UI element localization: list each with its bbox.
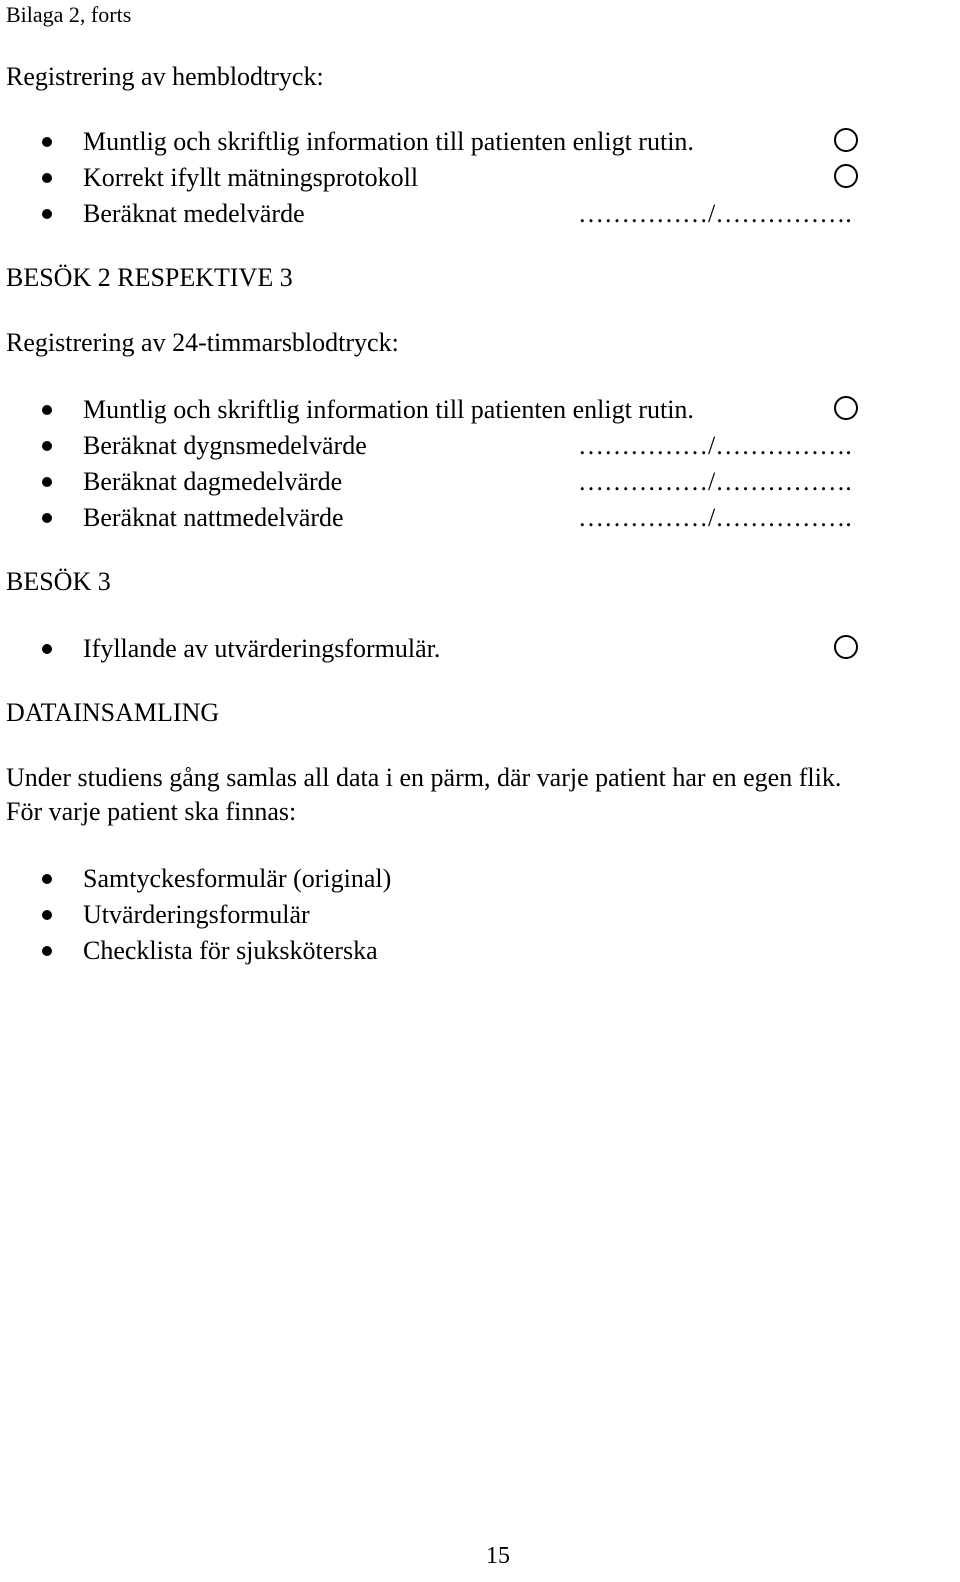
list-item (0, 936, 960, 966)
page-number: 15 (486, 1543, 510, 1569)
section-title-home-bp: Registrering av hemblodtryck: (6, 62, 324, 91)
list-item (0, 900, 960, 930)
list-item-label: Ifyllande av utvärderingsformulär. (83, 634, 441, 663)
list-item (0, 431, 960, 461)
list-item-label: Beräknat dygnsmedelvärde (83, 431, 367, 460)
checkbox-circle-icon[interactable] (834, 128, 858, 152)
data-collection-paragraph-line1: Under studiens gång samlas all data i en pärm, där varje patient har en egen flik. (6, 763, 842, 792)
checkbox-circle-icon[interactable] (834, 164, 858, 188)
page-header: Bilaga 2, forts (6, 2, 132, 27)
bullet-icon (42, 946, 52, 956)
list-item (0, 467, 960, 497)
checkbox-circle-icon[interactable] (834, 635, 858, 659)
list-item-label: Utvärderingsformulär (83, 900, 310, 929)
bullet-icon (42, 173, 52, 183)
list-item (0, 864, 960, 894)
list-item-label: Beräknat medelvärde (83, 199, 305, 228)
list-item (0, 634, 960, 664)
list-item-label: Muntlig och skriftlig information till patienten enligt rutin. (83, 127, 694, 156)
list-item (0, 395, 960, 425)
visit-2-3-heading: BESÖK 2 RESPEKTIVE 3 (6, 263, 293, 292)
bullet-icon (42, 441, 52, 451)
fill-in-blank[interactable]: ……………/……………. (578, 467, 852, 496)
list-item (0, 163, 960, 193)
bullet-icon (42, 405, 52, 415)
fill-in-blank[interactable]: ……………/……………. (578, 431, 852, 460)
bullet-icon (42, 874, 52, 884)
list-item-label: Muntlig och skriftlig information till patienten enligt rutin. (83, 395, 694, 424)
fill-in-blank[interactable]: ……………/……………. (578, 503, 852, 532)
list-item (0, 127, 960, 157)
list-item-label: Samtyckesformulär (original) (83, 864, 392, 893)
visit-3-heading: BESÖK 3 (6, 567, 111, 596)
data-collection-paragraph-line2: För varje patient ska finnas: (6, 797, 297, 826)
bullet-icon (42, 209, 52, 219)
bullet-icon (42, 644, 52, 654)
bullet-icon (42, 910, 52, 920)
list-item (0, 503, 960, 533)
list-item-label: Beräknat nattmedelvärde (83, 503, 344, 532)
data-collection-heading: DATAINSAMLING (6, 698, 220, 727)
list-item-label: Korrekt ifyllt mätningsprotokoll (83, 163, 419, 192)
visit-2-3-subtitle: Registrering av 24-timmarsblodtryck: (6, 328, 399, 357)
list-item (0, 199, 960, 229)
checkbox-circle-icon[interactable] (834, 396, 858, 420)
list-item-label: Checklista för sjuksköterska (83, 936, 378, 965)
bullet-icon (42, 477, 52, 487)
fill-in-blank[interactable]: ……………/……………. (578, 199, 852, 228)
list-item-label: Beräknat dagmedelvärde (83, 467, 343, 496)
bullet-icon (42, 137, 52, 147)
bullet-icon (42, 513, 52, 523)
